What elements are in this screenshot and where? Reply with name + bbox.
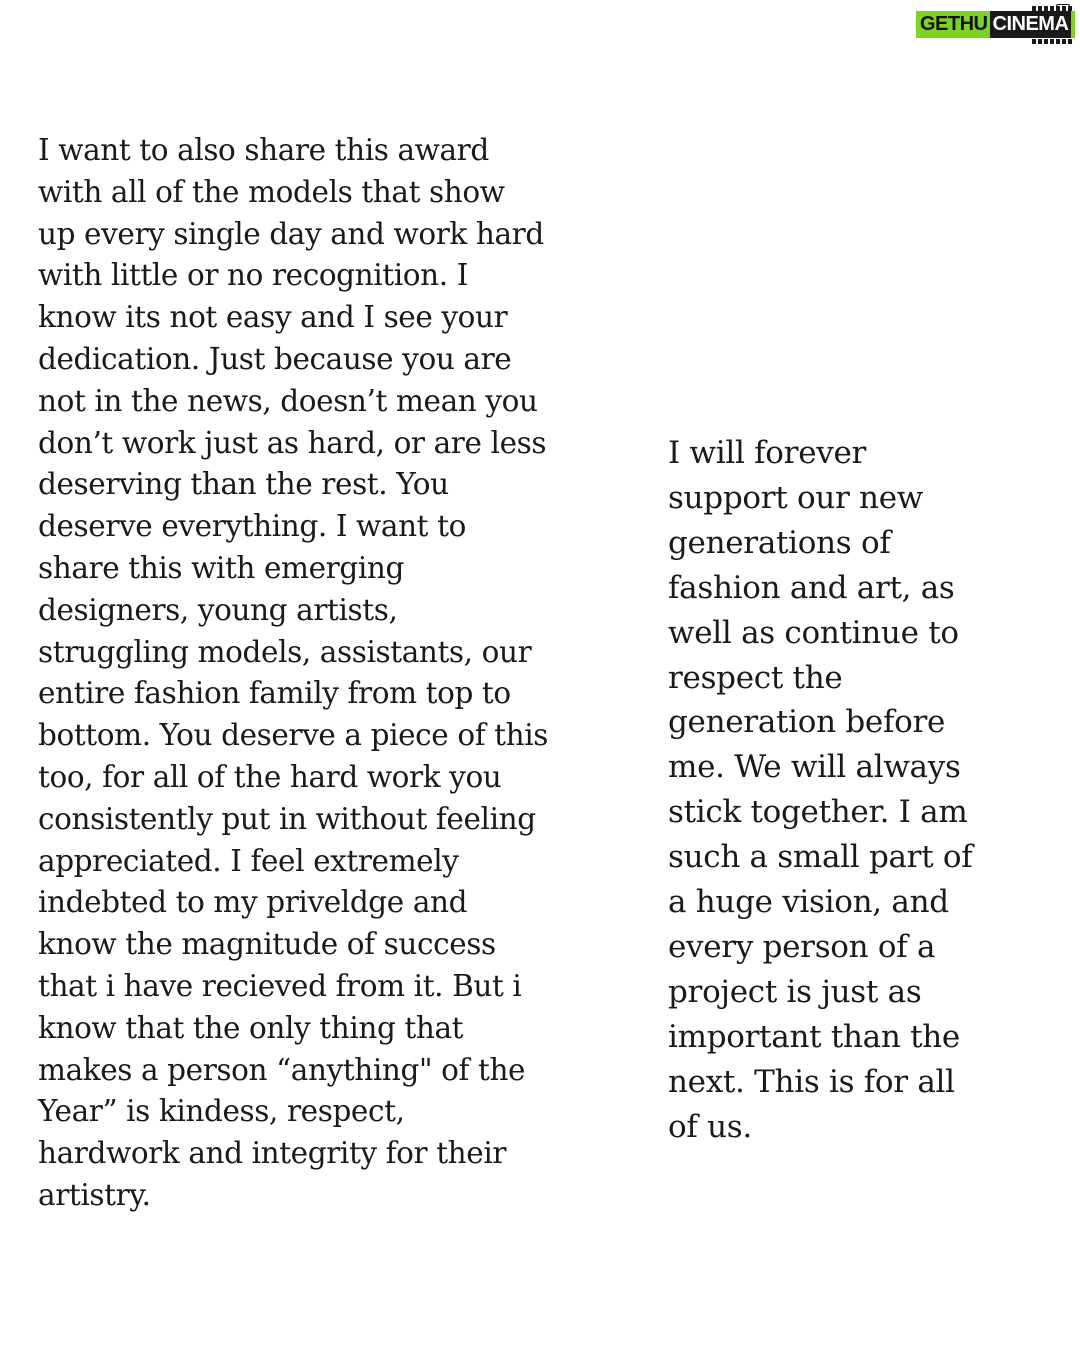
text-line: project is just as [668,973,922,1010]
text-line: share this with emerging [38,550,404,585]
text-line: designers, young artists, [38,592,398,627]
text-line: bottom. You deserve a piece of this [38,718,549,753]
text-line: of us. [668,1108,752,1145]
text-line: artistry. [38,1177,151,1212]
text-line: important than the [668,1018,960,1055]
text-line: that i have recieved from it. But i [38,968,522,1003]
text-line: hardwork and integrity for their [38,1136,507,1171]
text-line: know its not easy and I see your [38,300,508,335]
text-line: respect the [668,659,843,696]
text-line: stick together. I am [668,794,968,831]
text-line: deserve everything. I want to [38,509,466,544]
text-line: me. We will always [668,749,961,786]
text-line: support our new [668,479,924,516]
text-line: know the magnitude of success [38,927,496,962]
text-line: every person of a [668,928,936,965]
text-line: I will forever [668,435,867,471]
gethu-cinema-logo [916,4,1074,44]
text-line: know that the only thing that [38,1010,464,1045]
film-strip-icon [1032,39,1074,44]
text-line: struggling models, assistants, our [38,634,532,669]
text-line: deserving than the rest. You [38,467,449,502]
text-line: with all of the models that show [38,174,505,209]
text-line: well as continue to [668,614,959,651]
text-line: not in the news, doesn’t mean you [38,383,538,418]
text-line: such a small part of [668,839,973,876]
text-line: up every single day and work hard [38,216,544,251]
logo-text [916,11,1075,38]
text-line: next. This is for all [668,1063,955,1100]
text-line: indebted to my priveldge and [38,885,468,920]
statement-left-column [38,130,648,1217]
text-line: dedication. Just because you are [38,341,512,376]
text-line: don’t work just as hard, or are less [38,425,547,460]
text-line: makes a person “anything" of the [38,1052,526,1087]
text-line: generation before [668,704,946,741]
text-line: fashion and art, as [668,569,955,606]
text-line: entire fashion family from top to [38,676,511,711]
text-line: generations of [668,524,891,561]
logo-text-cinema: CINEMA [990,11,1072,38]
text-line: consistently put in without feeling [38,801,536,836]
text-line: a huge vision, and [668,884,949,921]
statement-right-column [668,431,1068,1150]
text-line: I want to also share this award [38,133,489,167]
text-line: appreciated. I feel extremely [38,843,459,878]
text-line: with little or no recognition. I [38,258,468,293]
text-line: Year” is kindess, respect, [38,1094,405,1129]
text-line: too, for all of the hard work you [38,759,502,794]
logo-text-gethu: GETHU [920,13,988,35]
